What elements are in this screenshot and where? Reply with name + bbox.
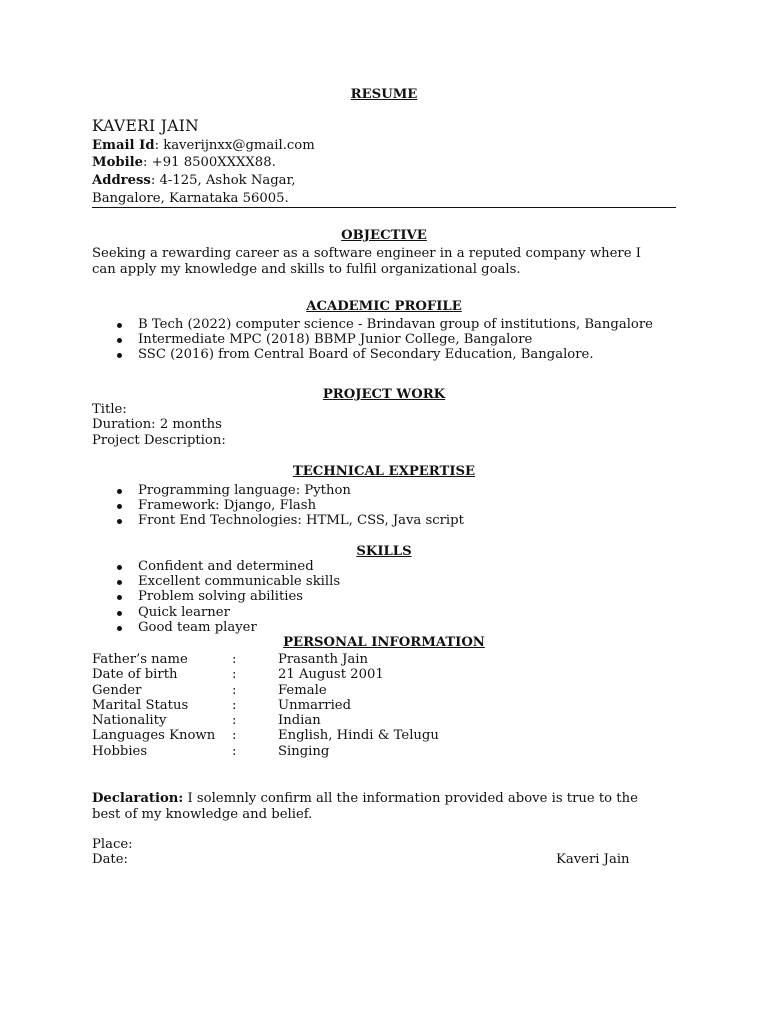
technical-item: Framework: Django, Flash <box>138 498 317 514</box>
header-divider <box>92 207 676 208</box>
table-row <box>92 683 652 698</box>
info-separator: : <box>232 728 237 744</box>
mobile-value: : +91 8500XXXX88. <box>143 155 276 170</box>
objective-text: Seeking a rewarding career as a software engineer in a reputed company where I can apply my knowledge and skills to fulfil organizational goals. <box>92 246 641 277</box>
bullet-icon <box>117 519 122 524</box>
email-line <box>92 138 315 154</box>
project-title-label: Title: <box>92 402 127 417</box>
info-value: 21 August 2001 <box>278 667 384 683</box>
skill-item: Good team player <box>138 619 257 635</box>
info-label: Hobbies <box>92 743 148 759</box>
bullet-icon <box>117 595 122 600</box>
info-separator: : <box>232 697 237 713</box>
list-item <box>112 620 340 635</box>
technical-item: Programming language: Python <box>138 483 351 498</box>
bullet-icon <box>117 611 122 616</box>
bullet-icon <box>117 353 122 358</box>
skill-item: Problem solving abilities <box>138 589 304 605</box>
declaration <box>92 791 667 823</box>
table-row <box>92 652 652 667</box>
list-item <box>112 347 653 362</box>
academic-list <box>112 317 653 363</box>
list-item <box>112 513 464 528</box>
bullet-icon <box>117 504 122 509</box>
address-value: : 4-125, Ashok Nagar, <box>150 173 296 188</box>
candidate-name: KAVERI JAIN <box>92 117 199 135</box>
list-item <box>112 605 340 620</box>
table-row <box>92 667 652 682</box>
academic-item: Intermediate MPC (2018) BBMP Junior College, Bangalore <box>138 332 533 348</box>
list-item <box>112 559 340 574</box>
bullet-icon <box>117 489 122 494</box>
address-line <box>92 173 296 189</box>
email-value: : kaverijnxx@gmail.com <box>154 138 315 153</box>
info-separator: : <box>232 713 237 729</box>
project-duration: Duration: 2 months <box>92 417 222 432</box>
info-value: Unmarried <box>278 697 352 713</box>
date-label: Date: <box>92 852 128 867</box>
skill-item: Quick learner <box>138 604 230 620</box>
table-row <box>92 698 652 713</box>
academic-heading: ACADEMIC PROFILE <box>306 299 462 314</box>
bullet-icon <box>117 626 122 631</box>
skill-item: Confident and determined <box>138 559 314 574</box>
info-value: English, Hindi & Telugu <box>278 728 439 744</box>
list-item <box>112 483 464 498</box>
info-value: Indian <box>278 713 321 729</box>
declaration-label: Declaration: <box>92 791 184 806</box>
info-label: Father’s name <box>92 652 188 667</box>
skills-list <box>112 559 340 635</box>
info-value: Prasanth Jain <box>278 652 369 667</box>
objective-heading: OBJECTIVE <box>341 228 427 243</box>
info-separator: : <box>232 652 237 667</box>
technical-heading: TECHNICAL EXPERTISE <box>292 464 476 479</box>
declaration-text: I solemnly confirm all the information provided above is true to the best of my knowledge and belief. <box>92 791 638 822</box>
signature-name: Kaveri Jain <box>556 852 630 867</box>
personal-heading: PERSONAL INFORMATION <box>283 635 485 650</box>
bullet-icon <box>117 323 122 328</box>
info-label: Marital Status <box>92 697 189 713</box>
academic-item: B Tech (2022) computer science - Brindavan group of institutions, Bangalore <box>138 317 653 332</box>
project-heading: PROJECT WORK <box>322 387 446 402</box>
address-label: Address <box>92 173 151 188</box>
table-row <box>92 744 652 759</box>
bullet-icon <box>117 338 122 343</box>
address-line-2: Bangalore, Karnataka 56005. <box>92 191 289 206</box>
info-separator: : <box>232 682 237 698</box>
info-label: Date of birth <box>92 667 178 683</box>
list-item <box>112 589 340 604</box>
info-label: Gender <box>92 682 142 698</box>
resume-page <box>92 0 676 1024</box>
list-item <box>112 574 340 589</box>
info-value: Singing <box>278 743 330 759</box>
mobile-line <box>92 155 276 171</box>
bullet-icon <box>117 580 122 585</box>
mobile-label: Mobile <box>92 155 144 170</box>
info-label: Nationality <box>92 713 167 729</box>
table-row <box>92 713 652 728</box>
list-item <box>112 332 653 347</box>
project-description-label: Project Description: <box>92 433 226 448</box>
email-label: Email Id <box>92 138 155 153</box>
info-separator: : <box>232 667 237 683</box>
table-row <box>92 728 652 743</box>
skills-heading: SKILLS <box>356 544 412 559</box>
academic-item: SSC (2016) from Central Board of Secondary Education, Bangalore. <box>138 347 594 363</box>
info-label: Languages Known <box>92 728 216 744</box>
info-separator: : <box>232 743 237 759</box>
place-label: Place: <box>92 837 133 852</box>
document-title: RESUME <box>350 87 418 102</box>
bullet-icon <box>117 565 122 570</box>
list-item <box>112 317 653 332</box>
skill-item: Excellent communicable skills <box>138 574 341 590</box>
info-value: Female <box>278 682 327 698</box>
technical-item: Front End Technologies: HTML, CSS, Java script <box>138 513 464 529</box>
list-item <box>112 498 464 513</box>
personal-info-table <box>92 652 652 759</box>
technical-list <box>112 483 464 529</box>
